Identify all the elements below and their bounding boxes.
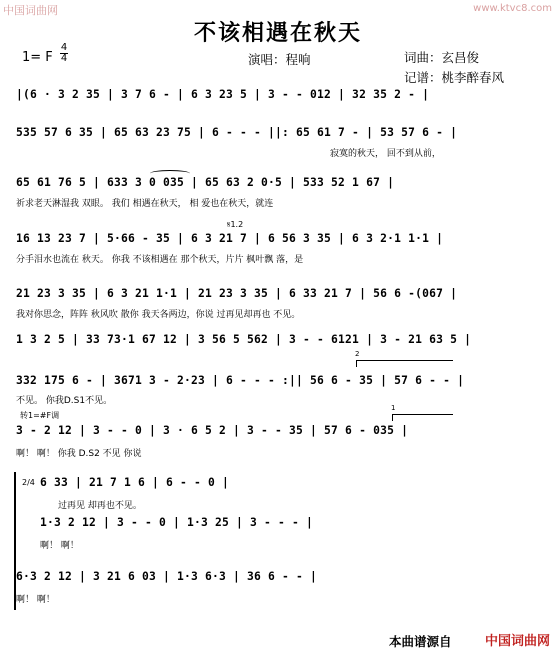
volta-bracket-1 (391, 404, 453, 421)
singer-credit: 演唱：程响 (248, 52, 311, 67)
lyric-line-8: 啊！ 啊！ 你我 D.S2 不见 你说 (16, 449, 142, 459)
score-line-1: |(6 · 3 2 35 | 3 7 6 - | 6 3 23 5 | 3 - - 012 | 32 35 2 - | (16, 88, 430, 101)
score-line-8: 3 - 2 12 | 3 - - 0 | 3 · 6 5 2 | 3 - - 35 | 57 6 - 035 | (16, 424, 409, 437)
song-title: 不该相遇在秋天 (193, 20, 362, 46)
time-signature (60, 43, 68, 64)
meter-top: 4 (60, 42, 68, 53)
key-signature: 1= F (22, 50, 53, 65)
score-line-11: 6·3 2 12 | 3 21 6 03 | 1·3 6·3 | 36 6 - - | (16, 570, 318, 583)
lyric-line-9: 过再见 却再也不见。 (58, 501, 142, 511)
score-line-7: 332 175 6 - | 3671 3 - 2·23 | 6 - - - :|| 56 6 - 35 | 57 6 - - | (16, 374, 465, 387)
lyric-line-11: 啊！ 啊！ (16, 595, 55, 605)
score-line-6: 1 3 2 5 | 33 73·1 67 12 | 3 56 5 562 | 3 - - 6121 | 3 - 21 63 5 | (16, 333, 472, 346)
score-line-3: 65 61 76 5 | 633 3 0 035 | 65 63 2 0·5 | 533 52 1 67 | (16, 176, 395, 189)
lyric-line-4: 分手泪水也流在 秋天。 你我 不该相遇在 那个秋天，片片 枫叶飘 落，是 (16, 255, 304, 265)
meter-change: 2/4 (22, 478, 35, 487)
score-line-2: 535 57 6 35 | 65 63 23 75 | 6 - - - ||: 65 61 7 - | 53 57 6 - | (16, 126, 458, 139)
lyric-line-2: 寂寞的秋天， 回不到从前， (330, 149, 441, 159)
notator-credit: 记谱：桃李醉春风 (404, 70, 505, 85)
volta-bracket-2 (355, 350, 453, 367)
watermark-site-name: 中国词曲网 (3, 4, 58, 17)
score-line-9: 6 33 | 21 7 1 6 | 6 - - 0 | (40, 476, 230, 489)
score-line-10: 1·3 2 12 | 3 - - 0 | 1·3 25 | 3 - - - | (40, 516, 314, 529)
lyric-line-5: 我对你思念，阵阵 秋风吹 散你 我天各两边，你说 过再见却再也 不见。 (16, 310, 301, 320)
footer-source-label: 本曲谱源自 (389, 634, 452, 649)
lyric-line-3: 祈求老天淋湿我 双眼。 我们 相遇在秋天， 相 爱也在秋天，就连 (16, 199, 274, 209)
lyric-line-7: 不见。 你我D.S1不见。 (16, 396, 113, 406)
lyric-line-10: 啊！ 啊！ (40, 541, 79, 551)
score-line-4: 16 13 23 7 | 5·66 - 35 | 6 3 21 7 | 6 56 3 35 | 6 3 2·1 1·1 | (16, 232, 444, 245)
meter-bottom: 4 (60, 53, 68, 64)
modulation-note: 转1=#F调 (20, 411, 60, 420)
score-line-5: 21 23 3 35 | 6 3 21 1·1 | 21 23 3 35 | 6 33 21 7 | 56 6 -(067 | (16, 287, 458, 300)
lyricist-credit: 词曲：玄昌俊 (404, 50, 480, 65)
segno-mark: 𝄋1.2 (227, 220, 244, 229)
slur-mark (150, 170, 190, 177)
watermark-url: www.ktvc8.com (473, 3, 552, 14)
volta-1-label: 1 (391, 404, 396, 412)
volta-2-label: 2 (355, 350, 360, 358)
footer-source-name: 中国词曲网 (484, 634, 550, 649)
